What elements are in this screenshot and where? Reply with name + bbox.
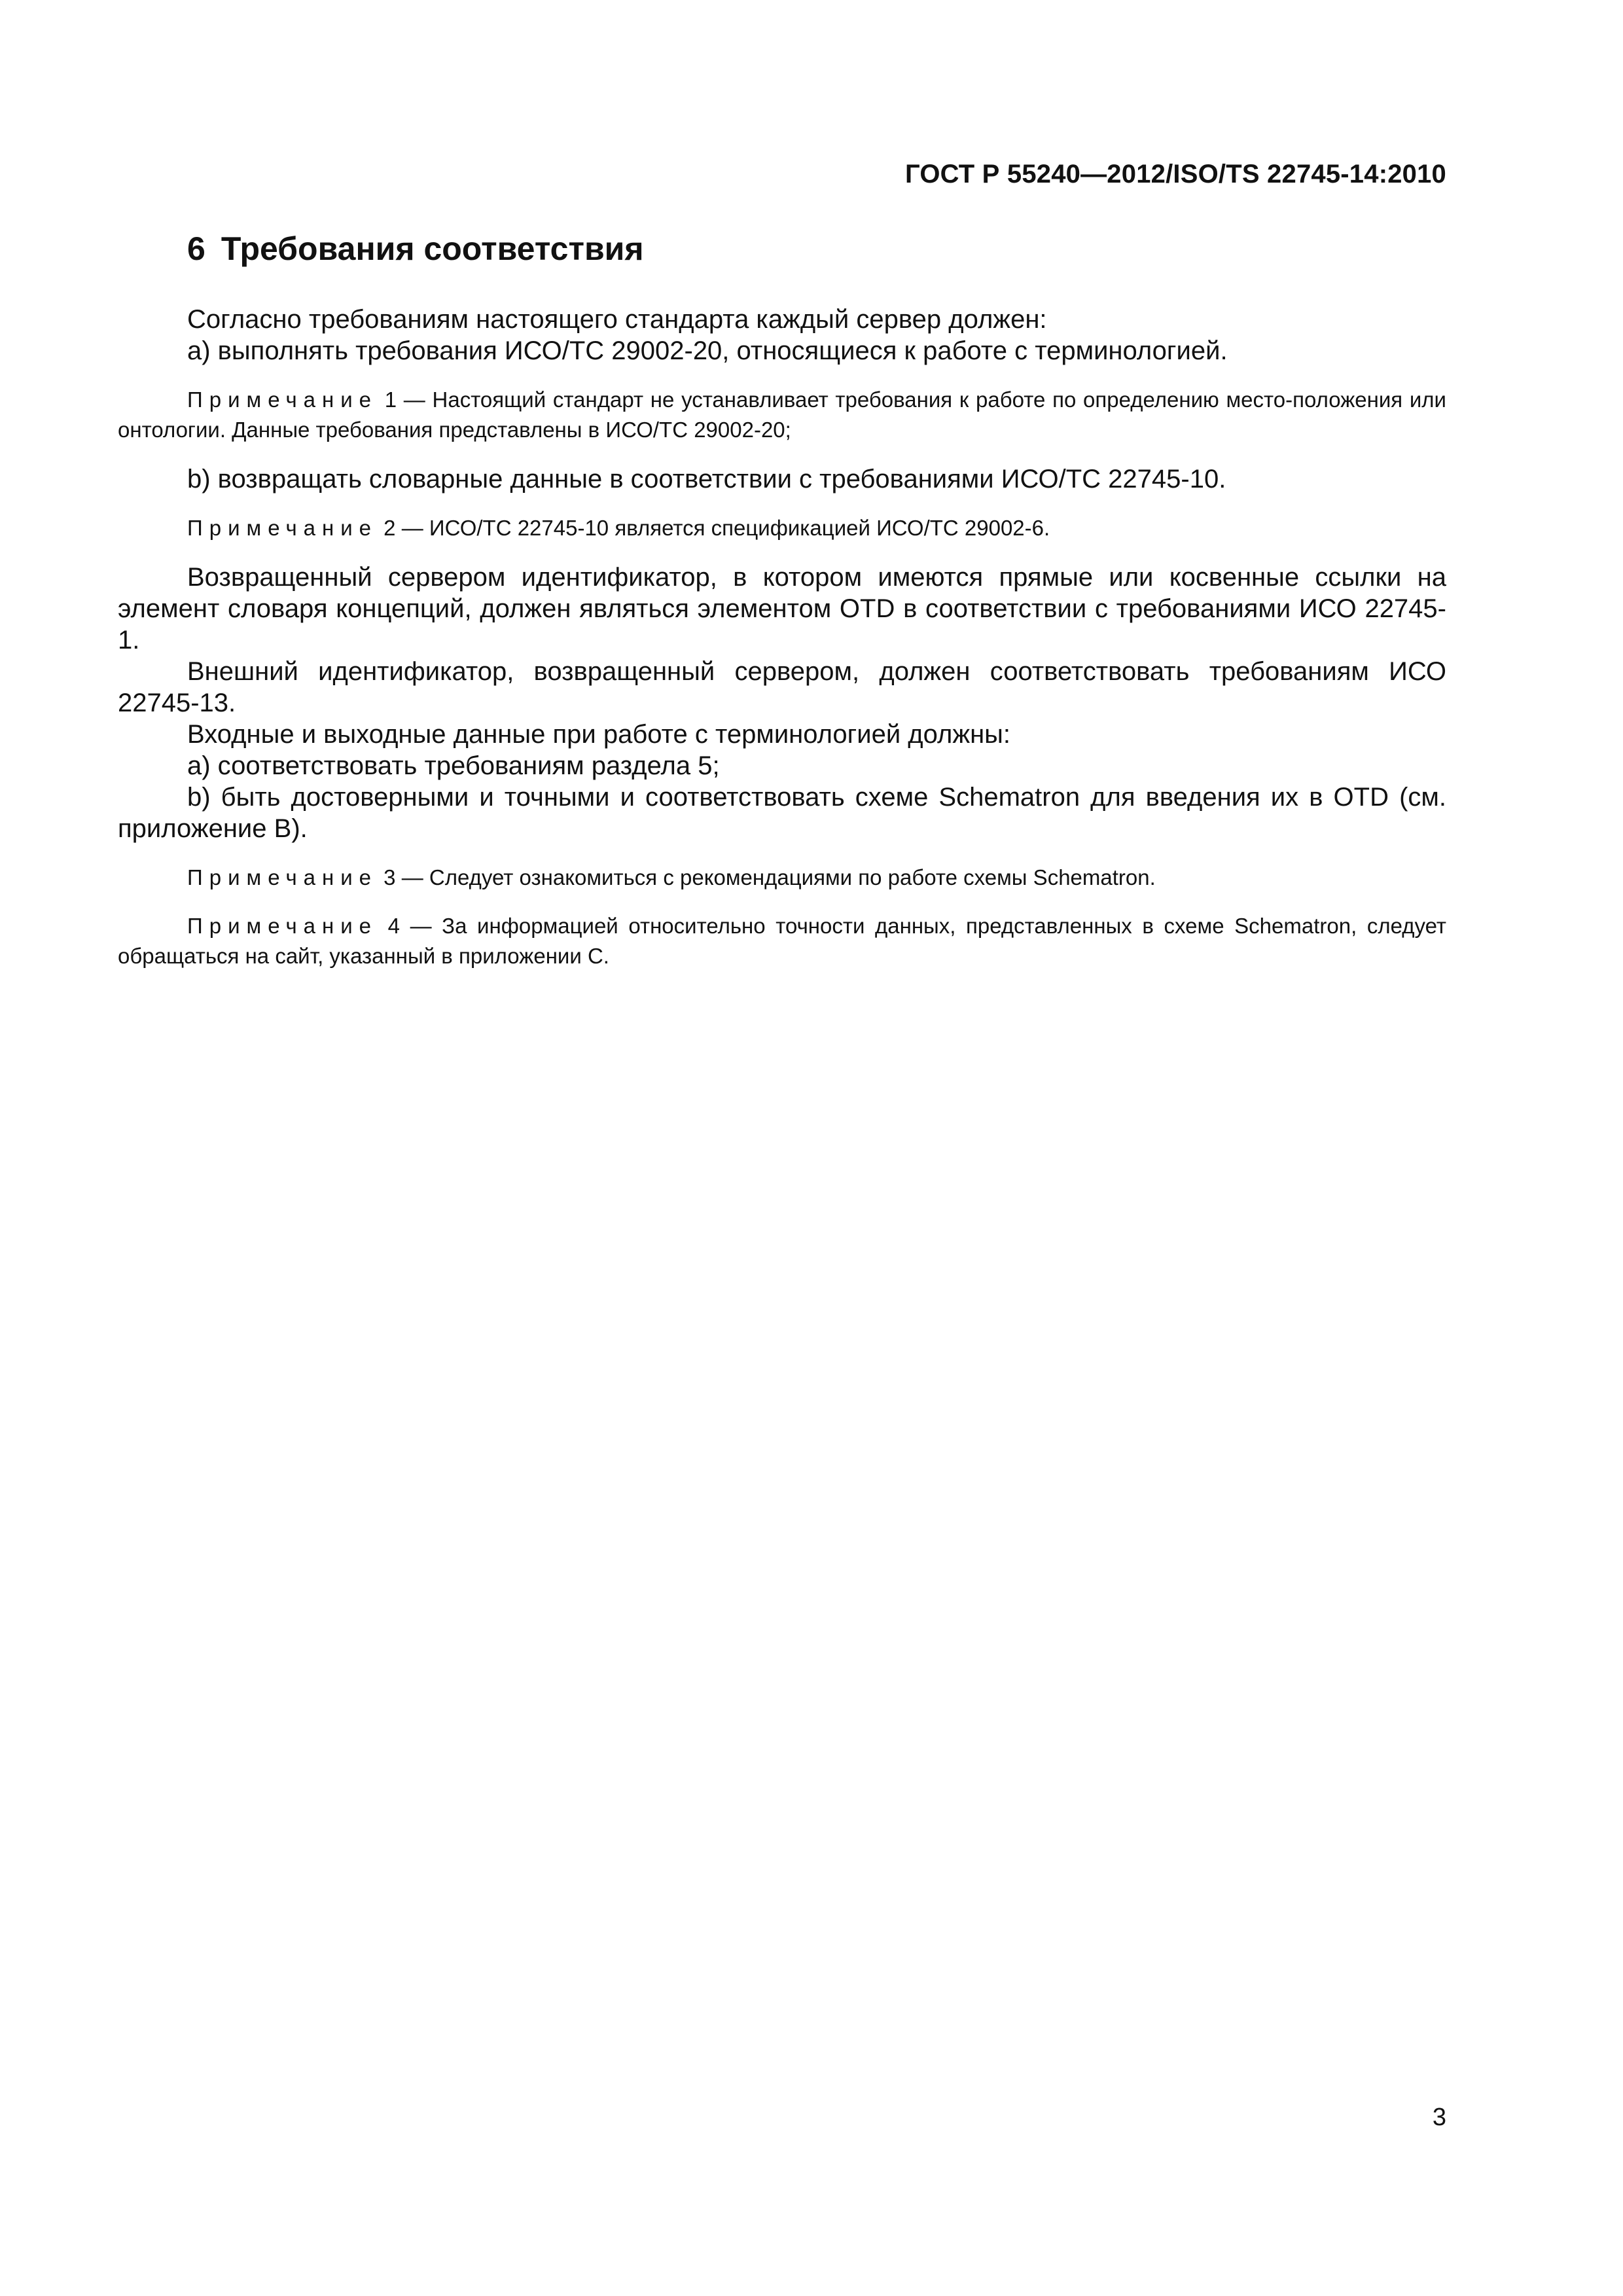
note-2: [118, 513, 1446, 543]
section-number: 6: [187, 230, 205, 267]
note-3-text: 3 — Следует ознакомиться с рекомендациями по работе схемы Schematron.: [378, 865, 1156, 889]
io-data-paragraph: Входные и выходные данные при работе с терминологией должны:: [187, 720, 1011, 749]
note-3: [118, 863, 1446, 893]
note-4-label: Примечание: [187, 914, 378, 938]
note-1-text: 1 — Настоящий стандарт не устанавливает требования к работе по определению место-положения или онтологии. Данные требования представлены в ИСО/ТС 29002-20;: [118, 387, 1446, 442]
note-1: [118, 385, 1446, 445]
page-content: [118, 229, 1446, 990]
section-title: Требования соответствия: [221, 230, 644, 267]
identifier-paragraph: Возвращенный сервером идентификатор, в котором имеются прямые или косвенные ссылки на элемент словаря концепций, должен являться элементом OTD в соответствии с требованиями ИСО 22745-1.: [118, 563, 1446, 655]
page-number: 3: [1432, 2104, 1446, 2131]
io-requirement-b: b) быть достоверными и точными и соответствовать схеме Schematron для введения их в OTD (см. приложение В).: [118, 783, 1446, 843]
external-identifier-paragraph: Внешний идентификатор, возвращенный сервером, должен соответствовать требованиям ИСО 22745-13.: [118, 657, 1446, 717]
intro-paragraph: Согласно требованиям настоящего стандарта каждый сервер должен:: [187, 305, 1047, 334]
note-3-label: Примечание: [187, 865, 378, 889]
note-2-text: 2 — ИСО/ТС 22745-10 является спецификацией ИСО/ТС 29002-6.: [378, 516, 1050, 540]
io-requirement-a: а) соответствовать требованиям раздела 5;: [187, 751, 720, 780]
note-4: [118, 911, 1446, 971]
note-1-label: Примечание: [187, 387, 378, 412]
requirement-item-a: а) выполнять требования ИСО/ТС 29002-20, относящиеся к работе с терминологией.: [187, 336, 1228, 365]
document-code-header: ГОСТ Р 55240—2012/ISO/TS 22745-14:2010: [904, 160, 1446, 188]
section-heading: [187, 229, 1446, 268]
requirement-item-b: b) возвращать словарные данные в соответствии с требованиями ИСО/ТС 22745-10.: [187, 465, 1226, 493]
note-2-label: Примечание: [187, 516, 378, 540]
note-4-text: 4 — За информацией относительно точности данных, представленных в схеме Schematron, следует обращаться на сайт, указанный в приложении С.: [118, 914, 1446, 968]
